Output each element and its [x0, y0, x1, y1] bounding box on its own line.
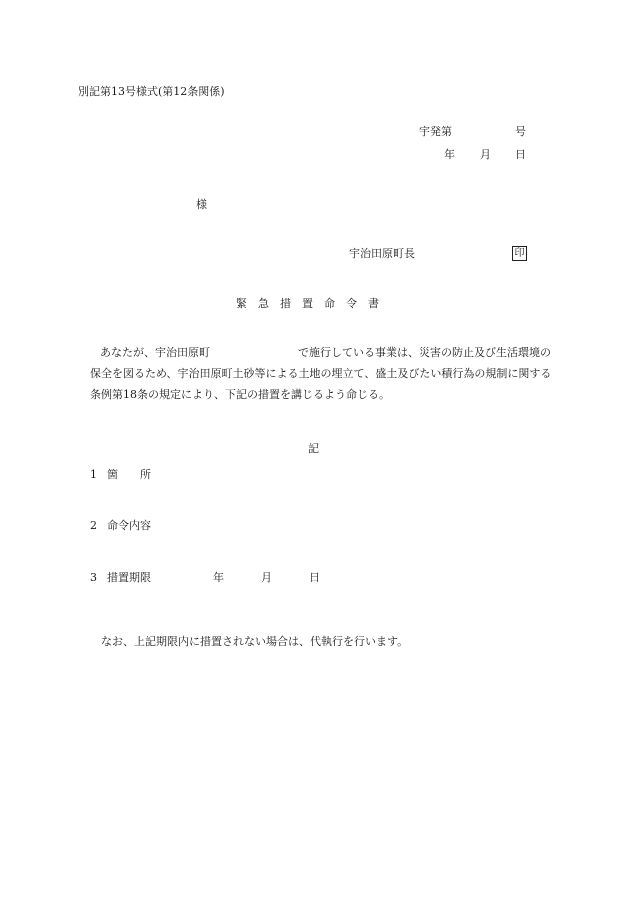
body-text-part1: あなたが、宇治田原町 [100, 346, 210, 359]
title-char: 命 [324, 297, 335, 310]
date-month: 月 [480, 148, 491, 161]
deadline-month: 月 [261, 571, 272, 584]
doc-number-suffix: 号 [515, 125, 526, 138]
item-label: 箇 所 [107, 468, 151, 481]
deadline-year: 年 [213, 571, 224, 584]
document-title [236, 296, 390, 312]
item-1 [90, 467, 151, 483]
body-text-part2: で施行している事業は、災害の防止及び生活環境の保全を図るため、宇治田原町土砂等による土地の埋立て、盛土及びたい積行為の規制に関する条例第18条の規定により、下記の措置を講じるよう命じる。 [90, 346, 552, 401]
item-2 [90, 518, 151, 534]
closing-note: なお、上記期限内に措置されない場合は、代執行を行います。 [101, 635, 409, 648]
recipient-suffix: 様 [196, 198, 207, 211]
title-char: 急 [258, 297, 269, 310]
item-label: 措置期限 [107, 571, 151, 584]
date-year: 年 [444, 148, 455, 161]
item-3 [90, 570, 151, 586]
item-number: 3 [90, 571, 97, 584]
item-number: 1 [90, 468, 97, 481]
item-number: 2 [90, 519, 97, 532]
title-char: 措 [280, 297, 291, 310]
item-label: 命令内容 [107, 519, 151, 532]
title-char: 令 [346, 297, 357, 310]
date-day: 日 [515, 148, 526, 161]
body-paragraph [90, 342, 560, 405]
seal-stamp [512, 245, 527, 261]
title-char: 緊 [236, 297, 247, 310]
doc-number-prefix: 宇発第 [419, 125, 452, 138]
seal-label: 印 [512, 246, 527, 261]
title-char: 置 [302, 297, 313, 310]
title-char: 書 [368, 297, 379, 310]
deadline-day: 日 [309, 571, 320, 584]
issuer-name: 宇治田原町長 [349, 247, 415, 260]
ki-heading: 記 [308, 442, 319, 455]
form-label: 別記第13号様式(第12条関係) [78, 85, 225, 98]
